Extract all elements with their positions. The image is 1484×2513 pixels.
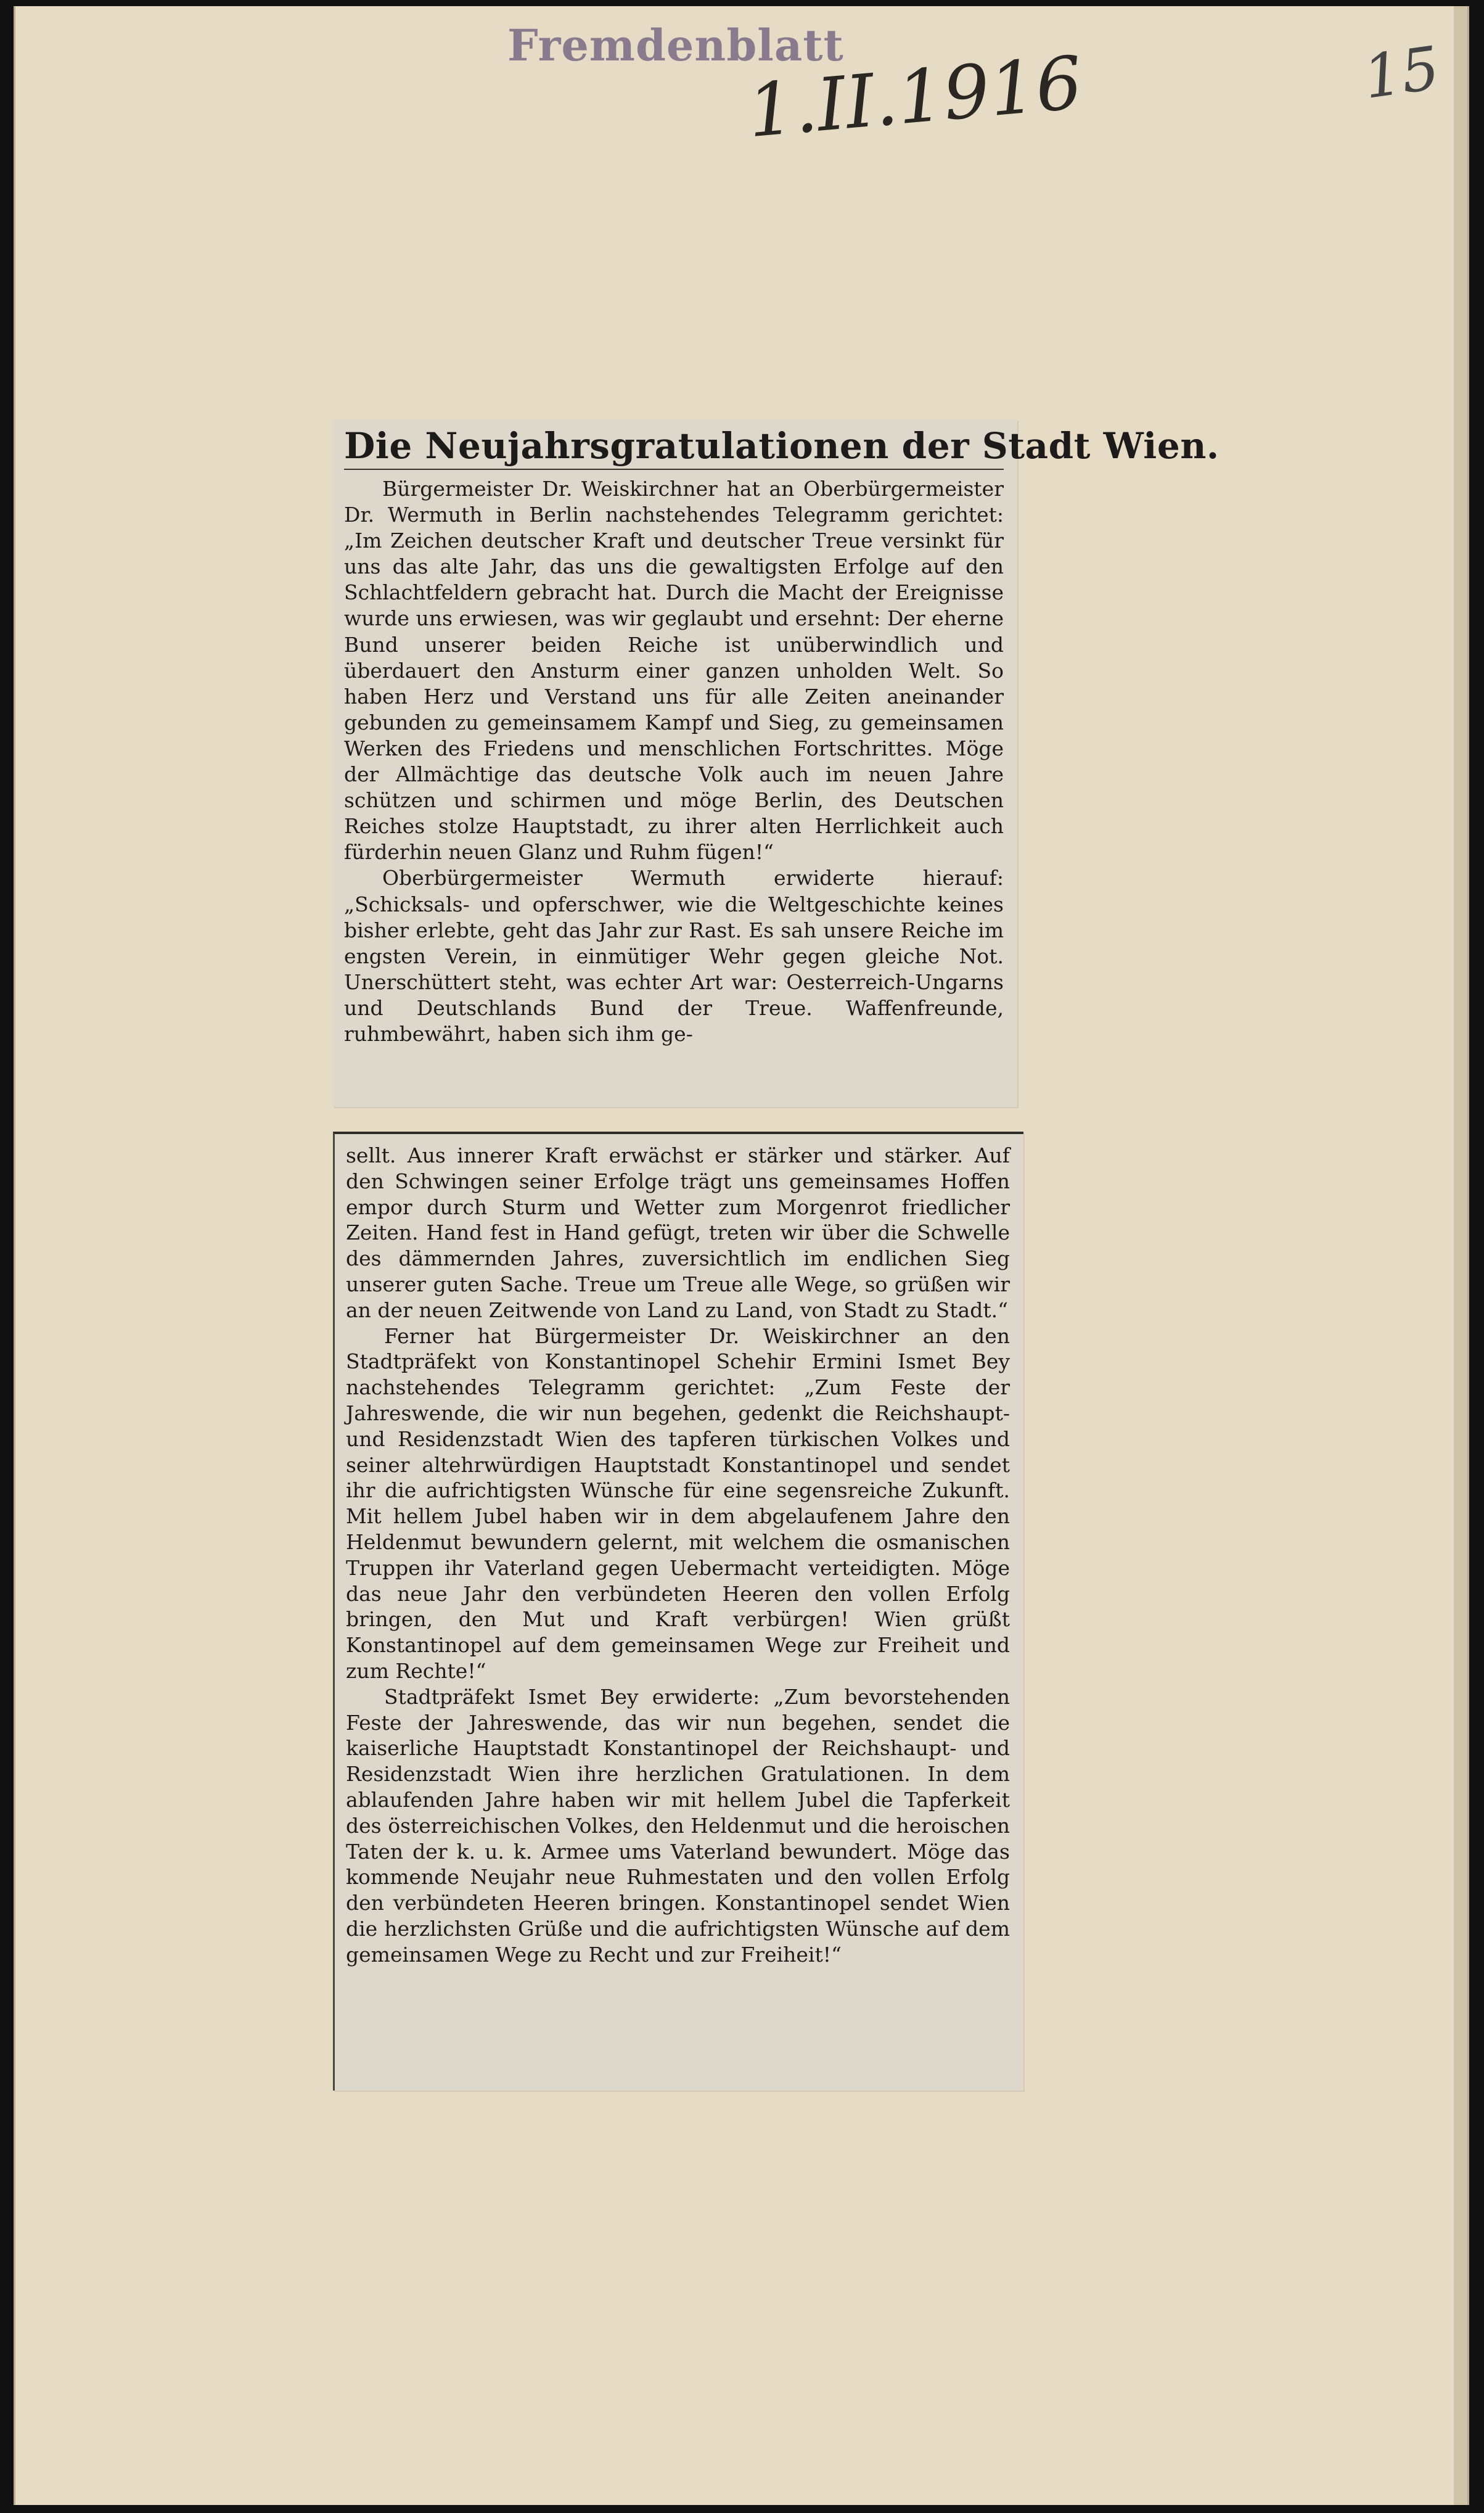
clipping-part-2 — [333, 1132, 1023, 2091]
handwritten-date: 1.II.1916 — [744, 39, 1086, 154]
clipping-part-1 — [333, 419, 1220, 1107]
article-paragraph: Ferner hat Bürgermeister Dr. Weiskirchner an den Stadtpräfekt von Konstantinopel Schehir Ermini Ismet Bey nachstehendes Telegramm gerichtet: „Zum Feste der Jahreswende, die wir nun begehen, gedenkt die Reichshaupt- und Residenzstadt Wien des tapferen türkischen Volkes und seiner altehrwürdigen Hauptstadt Konstantinopel und sendet ihr die aufrichtigsten Wünsche für eine segensreiche Zukunft. Mit hellem Jubel haben wir in dem abgelaufenem Jahre den Heldenmut bewundern gelernt, mit welchem die osmanischen Truppen ihr Vaterland gegen Uebermacht verteidigten. Möge das neue Jahr den verbündeten Heeren den vollen Erfolg bringen, den Mut und Kraft verbürgen! Wien grüßt Konstantinopel auf dem gemeinsamen Wege zur Freiheit und zum Rechte!“ — [346, 1323, 1010, 1683]
article-paragraph: Oberbürgermeister Wermuth erwiderte hierauf: „Schicksals- und opferschwer, wie die Weltgeschichte keines bisher erlebte, geht das Jahr zur Rast. Es sah unsere Reiche im engsten Verein, in einmütiger Wehr gegen gleiche Not. Unerschüttert steht, was echter Art war: Oesterreich-Ungarns und Deutschlands Bund der Treue. Waffenfreunde, ruhmbewährt, haben sich ihm ge- — [344, 866, 1004, 1046]
handwritten-page-number: 15 — [1359, 33, 1444, 112]
article-headline: Die Neujahrsgratulationen der Stadt Wien. — [344, 423, 1004, 470]
article-paragraph: Bürgermeister Dr. Weiskirchner hat an Oberbürgermeister Dr. Wermuth in Berlin nachstehendes Telegramm gerichtet: „Im Zeichen deutscher Kraft und deutscher Treue versinkt für uns das alte Jahr, das uns die gewaltigsten Erfolge auf den Schlachtfeldern gebracht hat. Durch die Macht der Ereignisse wurde uns erwiesen, was wir geglaubt und ersehnt: Der eherne Bund unserer beiden Reiche ist unüberwindlich und überdauert den Ansturm einer ganzen unholden Welt. So haben Herz und Verstand uns für alle Zeiten aneinander gebunden zu gemeinsamem Kampf und Sieg, zu gemeinsamen Werken des Friedens und menschlichen Fortschrittes. Möge der Allmächtige das deutsche Volk auch im neuen Jahre schützen und schirmen und möge Berlin, des Deutschen Reiches stolze Hauptstadt, zu ihrer alten Herrlichkeit auch fürderhin neuen Glanz und Ruhm fügen!“ — [344, 477, 1004, 865]
newspaper-stamp: Fremdenblatt — [507, 20, 844, 71]
sheet-edge-shade — [1454, 6, 1467, 2505]
article-paragraph: sellt. Aus innerer Kraft erwächst er stärker und stärker. Auf den Schwingen seiner Erfolge trägt uns gemeinsames Hoffen empor durch Sturm und Wetter zum Morgenrot friedlicher Zeiten. Hand fest in Hand gefügt, treten wir über die Schwelle des dämmernden Jahres, zuversichtlich im endlichen Sieg unserer guten Sache. Treue um Treue alle Wege, so grüßen wir an der neuen Zeitwende von Land zu Land, von Stadt zu Stadt.“ — [346, 1143, 1010, 1322]
article-paragraph: Stadtpräfekt Ismet Bey erwiderte: „Zum bevorstehenden Feste der Jahreswende, das wir nun begehen, sendet die kaiserliche Hauptstadt Konstantinopel der Reichshaupt- und Residenzstadt Wien ihre herzlichen Gratulationen. In dem ablaufenden Jahre haben wir mit hellem Jubel die Tapferkeit des österreichischen Volkes, den Heldenmut und die heroischen Taten der k. u. k. Armee ums Vaterland bewundert. Möge das kommende Neujahr neue Ruhmestaten und den vollen Erfolg den verbündeten Heeren bringen. Konstantinopel sendet Wien die herzlichsten Grüße und die aufrichtigsten Wünsche auf dem gemeinsamen Wege zu Recht und zur Freiheit!“ — [346, 1684, 1010, 1967]
